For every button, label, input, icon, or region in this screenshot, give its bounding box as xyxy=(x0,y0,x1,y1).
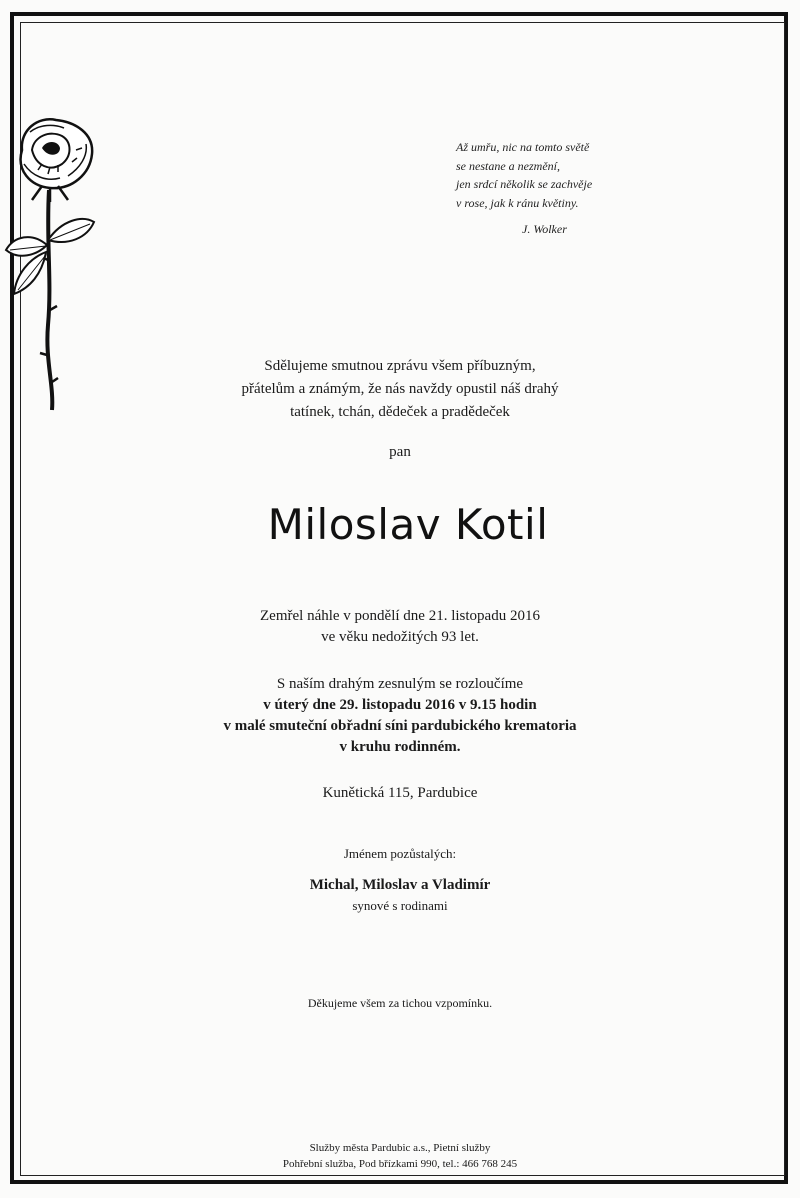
death-info-line: ve věku nedožitých 93 let. xyxy=(321,629,479,645)
intro-line: Sdělujeme smutnou zprávu všem příbuzným, xyxy=(264,358,536,374)
on-behalf-label: Jménem pozůstalých: xyxy=(343,846,457,861)
footer-line: Pohřební služba, Pod břízkami 990, tel.: 466 768 245 xyxy=(282,1158,518,1170)
farewell-info xyxy=(0,674,800,758)
farewell-detail: v malé smuteční obřadní síni pardubického krematoria xyxy=(223,718,577,734)
honorific: pan xyxy=(389,444,411,460)
death-info xyxy=(0,606,800,648)
announcement-intro xyxy=(0,355,800,424)
farewell-detail: v kruhu rodinném. xyxy=(339,739,461,755)
address: Kunětická 115, Pardubice xyxy=(322,785,478,801)
survivors-note: synové s rodinami xyxy=(352,898,448,913)
poem-line: v rose, jak k ránu květiny. xyxy=(456,195,579,210)
poem-line: se nestane a nezmění, xyxy=(456,158,560,173)
farewell-detail: v úterý dne 29. listopadu 2016 v 9.15 hodin xyxy=(263,697,537,713)
death-info-line: Zemřel náhle v pondělí dne 21. listopadu 2016 xyxy=(260,608,540,624)
survivors-names: Michal, Miloslav a Vladimír xyxy=(309,877,491,893)
farewell-intro: S naším drahým zesnulým se rozloučíme xyxy=(276,676,524,692)
footer xyxy=(0,1140,800,1172)
deceased-name: Miloslav Kotil xyxy=(267,500,549,549)
footer-line: Služby města Pardubic a.s., Pietní služby xyxy=(309,1142,491,1154)
poem-author: J. Wolker xyxy=(522,222,567,236)
poem-line: Až umřu, nic na tomto světě xyxy=(456,140,590,154)
intro-line: přátelům a známým, že nás navždy opustil náš drahý xyxy=(241,381,559,397)
thanks-note: Děkujeme všem za tichou vzpomínku. xyxy=(307,996,493,1010)
poem xyxy=(456,138,656,239)
poem-line: jen srdcí několik se zachvěje xyxy=(456,177,593,191)
intro-line: tatínek, tchán, dědeček a pradědeček xyxy=(290,404,510,420)
